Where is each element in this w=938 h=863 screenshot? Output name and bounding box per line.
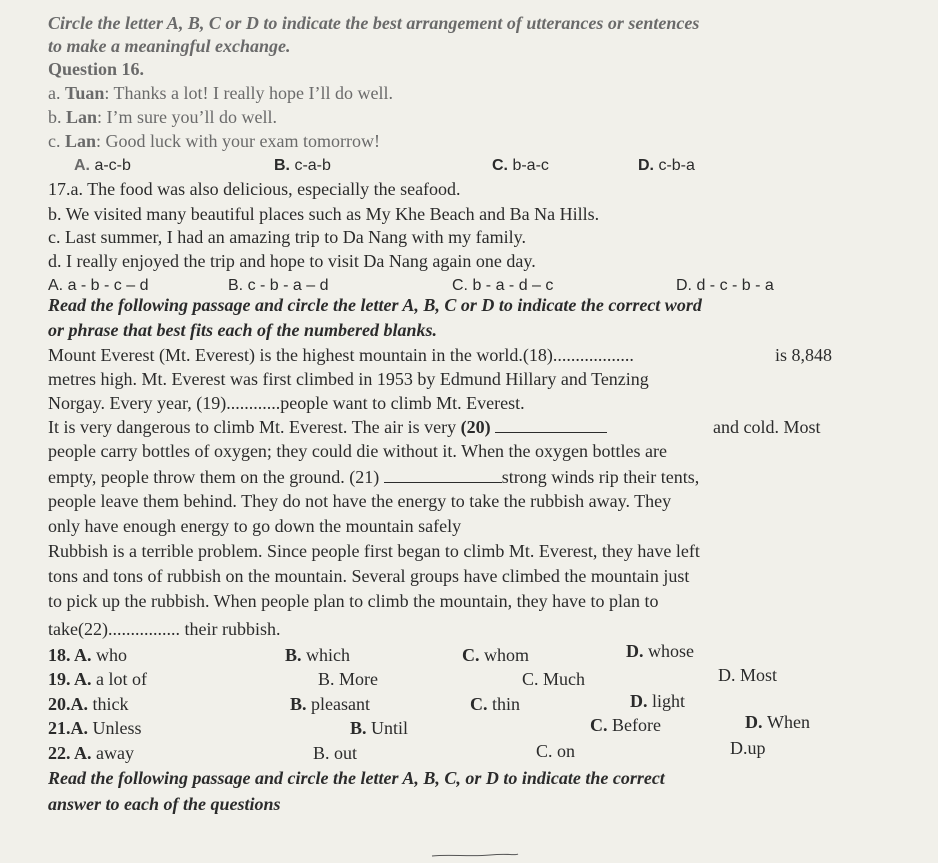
- q17-sentence-d: d. I really enjoyed the trip and hope to visit Da Nang again one day.: [48, 251, 536, 271]
- q17-sentence-b: b. We visited many beautiful places such as My Khe Beach and Ba Na Hills.: [48, 204, 600, 224]
- q17-option-d[interactable]: D. d - c - b - a: [676, 277, 774, 294]
- q21-option-b[interactable]: B. Until: [350, 718, 409, 738]
- q18-option-b[interactable]: B. which: [285, 645, 351, 665]
- q21-option-a[interactable]: 21.A. Unless: [48, 718, 142, 738]
- instruction-line-1: Circle the letter A, B, C or D to indicate the best arrangement of utterances or sentences: [48, 13, 700, 33]
- q22-option-d[interactable]: D.up: [730, 738, 766, 758]
- passage-line-4: It is very dangerous to climb Mt. Everest. The air is very (20): [48, 416, 607, 438]
- instruction3-line-1: Read the following passage and circle the letter A, B, C, or D to indicate the correct: [48, 768, 665, 788]
- q20-option-c[interactable]: C. thin: [470, 694, 521, 714]
- q22-option-b[interactable]: B. out: [313, 743, 358, 763]
- q18-option-c[interactable]: C. whom: [462, 645, 529, 665]
- q22-option-c[interactable]: C. on: [536, 741, 576, 761]
- q16-utterance-c: c. Lan: Good luck with your exam tomorrow!: [48, 131, 380, 151]
- instruction-line-2: to make a meaningful exchange.: [48, 36, 291, 56]
- passage-line-10: tons and tons of rubbish on the mountain. Several groups have climbed the mountain just: [48, 566, 690, 586]
- q17-option-c[interactable]: C. b - a - d – c: [452, 277, 554, 294]
- q17-sentence-a: 17.a. The food was also delicious, especially the seafood.: [48, 179, 461, 199]
- q16-utterance-b: b. Lan: I’m sure you’ll do well.: [48, 107, 277, 127]
- q20-option-a[interactable]: 20.A. thick: [48, 694, 129, 714]
- instruction2-line-2: or phrase that best fits each of the numbered blanks.: [48, 320, 438, 340]
- q16-option-a[interactable]: A. a-c-b: [74, 157, 131, 174]
- passage-line-12: take(22)................ their rubbish.: [48, 619, 281, 639]
- blank-21: [384, 468, 502, 483]
- q16-utterance-a: a. Tuan: Thanks a lot! I really hope I’ll do well.: [48, 83, 393, 103]
- q16-option-d[interactable]: D. c-b-a: [638, 157, 695, 174]
- q20-option-d[interactable]: D. light: [630, 691, 686, 711]
- q19-option-b[interactable]: B. More: [318, 669, 379, 689]
- passage-line-8: only have enough energy to go down the mountain safely: [48, 516, 462, 536]
- q17-option-a[interactable]: A. a - b - c – d: [48, 277, 149, 294]
- q19-option-c[interactable]: C. Much: [522, 669, 586, 689]
- page-bottom-scribble: [430, 852, 520, 858]
- q21-option-c[interactable]: C. Before: [590, 715, 661, 735]
- passage-line-3: Norgay. Every year, (19)............people want to climb Mt. Everest.: [48, 393, 525, 413]
- passage-line-4-end: and cold. Most: [713, 417, 821, 437]
- q20-option-b[interactable]: B. pleasant: [290, 694, 370, 714]
- q16-option-c[interactable]: C. b-a-c: [492, 157, 549, 174]
- passage-line-11: to pick up the rubbish. When people plan to climb the mountain, they have to plan to: [48, 591, 659, 611]
- q17-sentence-c: c. Last summer, I had an amazing trip to Da Nang with my family.: [48, 227, 526, 247]
- passage-line-5: people carry bottles of oxygen; they could die without it. When the oxygen bottles are: [48, 441, 668, 461]
- passage-line-9: Rubbish is a terrible problem. Since people first began to climb Mt. Everest, they have left: [48, 541, 700, 561]
- q22-option-a[interactable]: 22. A. away: [48, 743, 134, 763]
- q19-option-a[interactable]: 19. A. a lot of: [48, 669, 148, 689]
- instruction3-line-2: answer to each of the questions: [48, 794, 281, 814]
- passage-line-1-end: is 8,848: [775, 345, 833, 365]
- instruction2-line-1: Read the following passage and circle the letter A, B, C or D to indicate the correct word: [48, 295, 702, 315]
- q19-option-d[interactable]: D. Most: [718, 665, 778, 685]
- passage-line-7: people leave them behind. They do not have the energy to take the rubbish away. They: [48, 491, 672, 511]
- passage-line-2: metres high. Mt. Everest was first climbed in 1953 by Edmund Hillary and Tenzing: [48, 369, 649, 389]
- q21-option-d[interactable]: D. When: [745, 712, 810, 732]
- q18-option-a[interactable]: 18. A. who: [48, 645, 128, 665]
- q17-option-b[interactable]: B. c - b - a – d: [228, 277, 329, 294]
- question-16-title: Question 16.: [48, 59, 145, 79]
- passage-line-1: Mount Everest (Mt. Everest) is the highest mountain in the world.(18)..................: [48, 345, 634, 365]
- passage-line-6: empty, people throw them on the ground. (21) strong winds rip their tents,: [48, 467, 700, 487]
- blank-20: [495, 418, 607, 433]
- q16-option-b[interactable]: B. c-a-b: [274, 157, 331, 174]
- q18-option-d[interactable]: D. whose: [626, 641, 694, 661]
